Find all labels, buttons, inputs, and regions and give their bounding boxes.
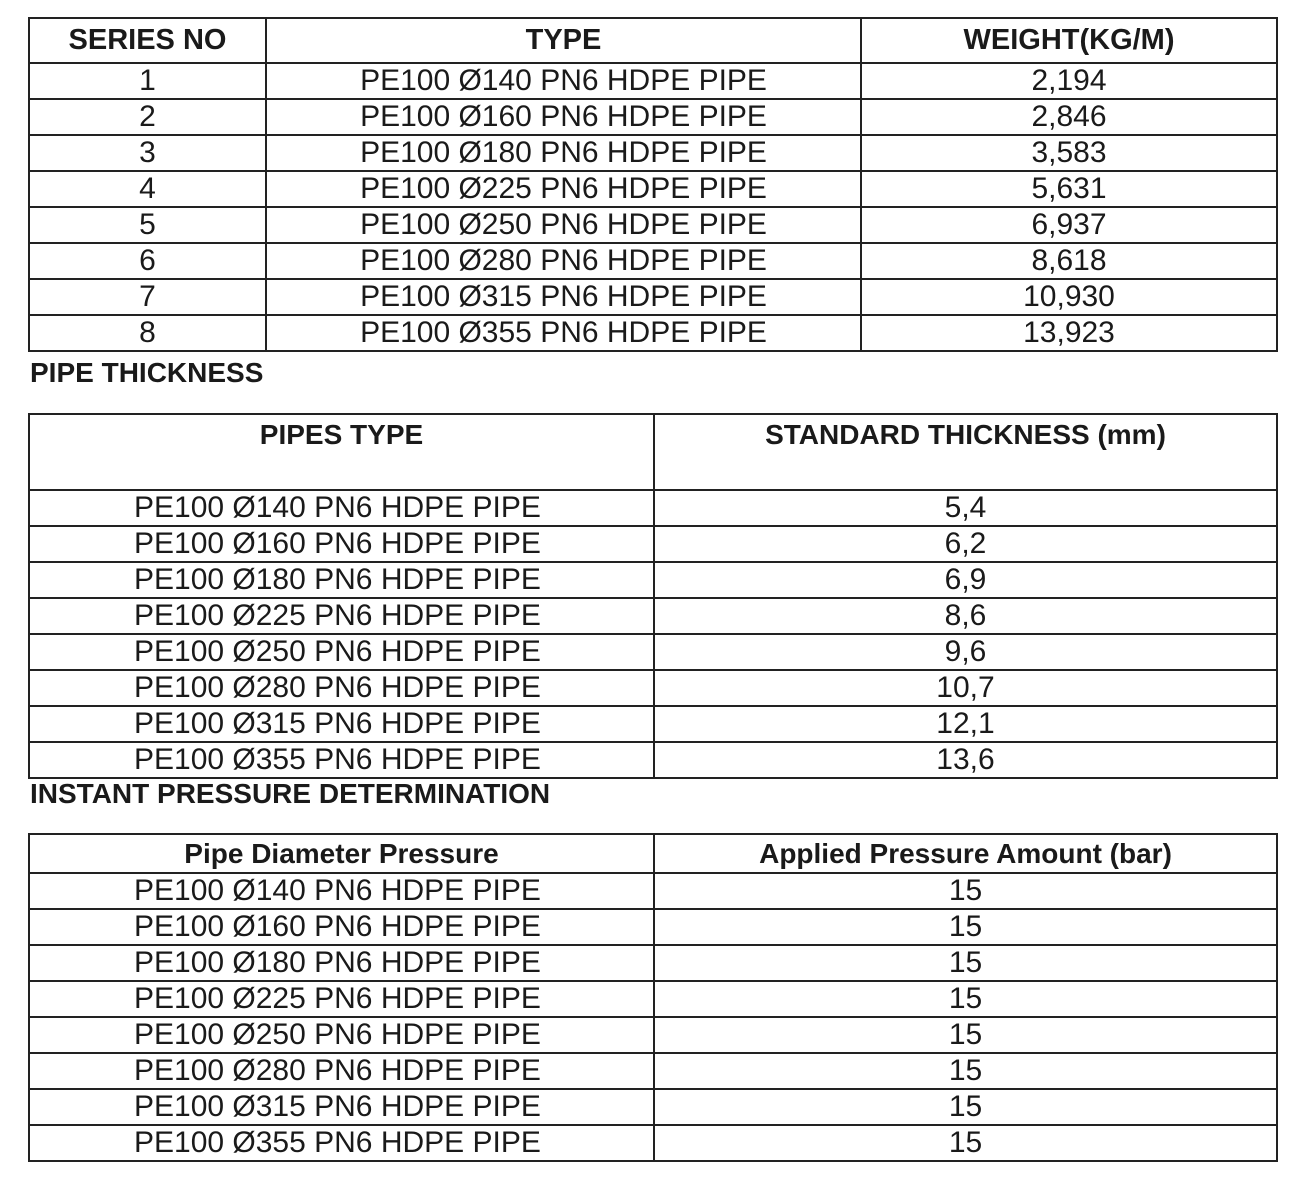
type-cell: PE100 Ø315 PN6 HDPE PIPE bbox=[266, 279, 861, 315]
table-row bbox=[29, 526, 1277, 562]
thickness-cell: 10,7 bbox=[654, 670, 1277, 706]
instant-pressure-title: INSTANT PRESSURE DETERMINATION bbox=[30, 778, 551, 809]
pipe-type-cell: PE100 Ø140 PN6 HDPE PIPE bbox=[29, 490, 654, 526]
table-row bbox=[29, 670, 1277, 706]
table-row bbox=[29, 634, 1277, 670]
pipe-type-cell: PE100 Ø160 PN6 HDPE PIPE bbox=[29, 526, 654, 562]
table-row bbox=[29, 742, 1277, 778]
pressure-cell: 15 bbox=[654, 873, 1277, 909]
pipe-type-cell: PE100 Ø180 PN6 HDPE PIPE bbox=[29, 945, 654, 981]
series-no-cell: 3 bbox=[29, 135, 266, 171]
pipe-type-cell: PE100 Ø225 PN6 HDPE PIPE bbox=[29, 981, 654, 1017]
table-row bbox=[29, 909, 1277, 945]
table-row bbox=[29, 706, 1277, 742]
pipe-type-cell: PE100 Ø315 PN6 HDPE PIPE bbox=[29, 706, 654, 742]
pressure-cell: 15 bbox=[654, 1125, 1277, 1161]
type-cell: PE100 Ø355 PN6 HDPE PIPE bbox=[266, 315, 861, 351]
header-applied-pressure: Applied Pressure Amount (bar) bbox=[654, 834, 1277, 873]
thickness-table-header-row bbox=[29, 414, 1277, 490]
series-no-cell: 1 bbox=[29, 63, 266, 99]
pipe-type-cell: PE100 Ø355 PN6 HDPE PIPE bbox=[29, 742, 654, 778]
pipe-type-cell: PE100 Ø250 PN6 HDPE PIPE bbox=[29, 634, 654, 670]
thickness-cell: 6,9 bbox=[654, 562, 1277, 598]
type-cell: PE100 Ø180 PN6 HDPE PIPE bbox=[266, 135, 861, 171]
pressure-cell: 15 bbox=[654, 945, 1277, 981]
series-no-cell: 7 bbox=[29, 279, 266, 315]
thickness-cell: 6,2 bbox=[654, 526, 1277, 562]
table-row bbox=[29, 490, 1277, 526]
weight-cell: 13,923 bbox=[861, 315, 1277, 351]
weight-cell: 10,930 bbox=[861, 279, 1277, 315]
pressure-table bbox=[28, 833, 1278, 1162]
thickness-cell: 12,1 bbox=[654, 706, 1277, 742]
table-row bbox=[29, 873, 1277, 909]
table-row bbox=[29, 1017, 1277, 1053]
pressure-table-header-row bbox=[29, 834, 1277, 873]
pressure-cell: 15 bbox=[654, 981, 1277, 1017]
weight-cell: 2,194 bbox=[861, 63, 1277, 99]
weight-cell: 6,937 bbox=[861, 207, 1277, 243]
thickness-cell: 13,6 bbox=[654, 742, 1277, 778]
type-cell: PE100 Ø160 PN6 HDPE PIPE bbox=[266, 99, 861, 135]
table-row bbox=[29, 207, 1277, 243]
table-row bbox=[29, 135, 1277, 171]
series-no-cell: 8 bbox=[29, 315, 266, 351]
header-pipes-type: PIPES TYPE bbox=[29, 414, 654, 490]
table-row bbox=[29, 171, 1277, 207]
table-row bbox=[29, 1125, 1277, 1161]
pressure-cell: 15 bbox=[654, 909, 1277, 945]
table-row bbox=[29, 1089, 1277, 1125]
pipe-thickness-title: PIPE THICKNESS bbox=[30, 357, 264, 388]
table-row bbox=[29, 562, 1277, 598]
pipe-type-cell: PE100 Ø160 PN6 HDPE PIPE bbox=[29, 909, 654, 945]
type-cell: PE100 Ø225 PN6 HDPE PIPE bbox=[266, 171, 861, 207]
weight-table-header-row bbox=[29, 18, 1277, 63]
weight-cell: 8,618 bbox=[861, 243, 1277, 279]
table-row bbox=[29, 1053, 1277, 1089]
pressure-cell: 15 bbox=[654, 1053, 1277, 1089]
thickness-table bbox=[28, 413, 1278, 779]
type-cell: PE100 Ø140 PN6 HDPE PIPE bbox=[266, 63, 861, 99]
table-row bbox=[29, 63, 1277, 99]
weight-cell: 3,583 bbox=[861, 135, 1277, 171]
series-no-cell: 5 bbox=[29, 207, 266, 243]
table-row bbox=[29, 243, 1277, 279]
type-cell: PE100 Ø250 PN6 HDPE PIPE bbox=[266, 207, 861, 243]
pipe-type-cell: PE100 Ø140 PN6 HDPE PIPE bbox=[29, 873, 654, 909]
weight-cell: 5,631 bbox=[861, 171, 1277, 207]
header-standard-thickness: STANDARD THICKNESS (mm) bbox=[654, 414, 1277, 490]
weight-cell: 2,846 bbox=[861, 99, 1277, 135]
header-weight: WEIGHT(KG/M) bbox=[861, 18, 1277, 63]
header-type: TYPE bbox=[266, 18, 861, 63]
table-row bbox=[29, 99, 1277, 135]
header-pipe-diameter-pressure: Pipe Diameter Pressure bbox=[29, 834, 654, 873]
table-row bbox=[29, 315, 1277, 351]
series-no-cell: 2 bbox=[29, 99, 266, 135]
pipe-type-cell: PE100 Ø280 PN6 HDPE PIPE bbox=[29, 670, 654, 706]
series-no-cell: 4 bbox=[29, 171, 266, 207]
thickness-cell: 9,6 bbox=[654, 634, 1277, 670]
pipe-type-cell: PE100 Ø180 PN6 HDPE PIPE bbox=[29, 562, 654, 598]
series-no-cell: 6 bbox=[29, 243, 266, 279]
table-row bbox=[29, 598, 1277, 634]
pressure-cell: 15 bbox=[654, 1089, 1277, 1125]
pipe-type-cell: PE100 Ø355 PN6 HDPE PIPE bbox=[29, 1125, 654, 1161]
pipe-type-cell: PE100 Ø315 PN6 HDPE PIPE bbox=[29, 1089, 654, 1125]
thickness-cell: 8,6 bbox=[654, 598, 1277, 634]
table-row bbox=[29, 279, 1277, 315]
pipe-type-cell: PE100 Ø280 PN6 HDPE PIPE bbox=[29, 1053, 654, 1089]
thickness-cell: 5,4 bbox=[654, 490, 1277, 526]
pressure-cell: 15 bbox=[654, 1017, 1277, 1053]
pipe-type-cell: PE100 Ø225 PN6 HDPE PIPE bbox=[29, 598, 654, 634]
weight-table bbox=[28, 17, 1278, 352]
table-row bbox=[29, 981, 1277, 1017]
pipe-type-cell: PE100 Ø250 PN6 HDPE PIPE bbox=[29, 1017, 654, 1053]
header-series-no: SERIES NO bbox=[29, 18, 266, 63]
table-row bbox=[29, 945, 1277, 981]
type-cell: PE100 Ø280 PN6 HDPE PIPE bbox=[266, 243, 861, 279]
